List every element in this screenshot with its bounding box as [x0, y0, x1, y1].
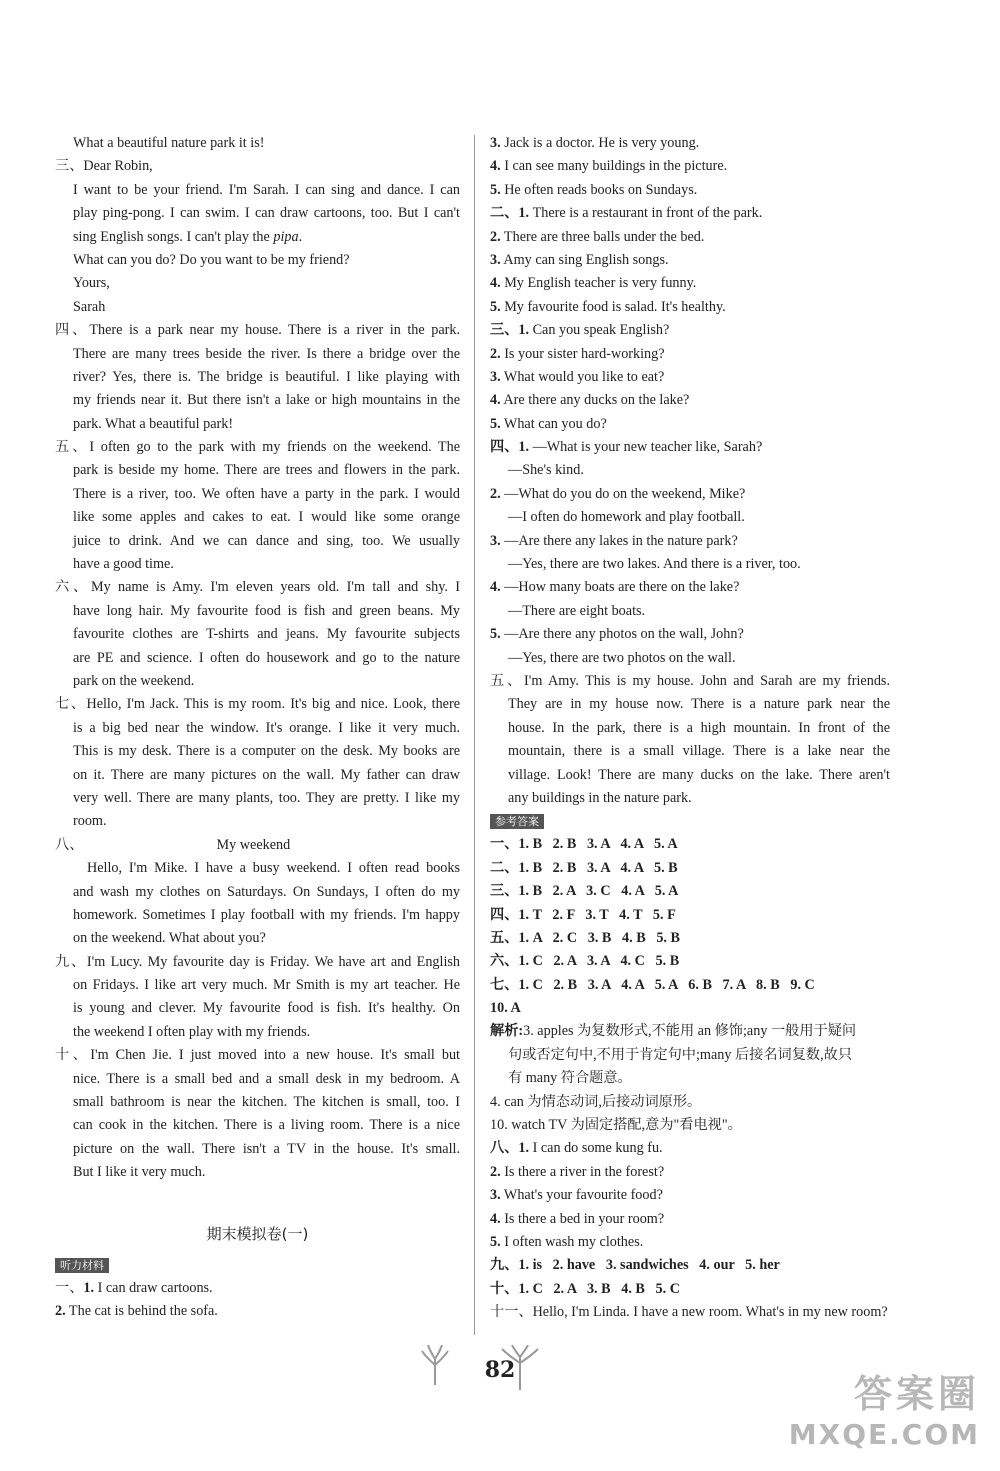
text-fragment: There is a restaurant in front of the park.: [529, 205, 763, 222]
watermark: [789, 1363, 980, 1451]
text-line: homework. Sometimes I play football with my friends. I'm happy: [73, 906, 460, 923]
answers-tag-row: [490, 810, 890, 833]
item-number: 2.: [55, 1303, 66, 1320]
text-line: [490, 413, 890, 436]
section-7-text: 七、Hello, I'm Jack. This is my room. It's big and nice. Look, there: [55, 696, 460, 713]
explanation-line: 10. watch TV 为固定搭配,意为"看电视"。: [490, 1117, 742, 1134]
text-fragment: Is there a bed in your room?: [500, 1210, 665, 1227]
text-line: is a big bed near the window. It's orange. I like it very much.: [73, 719, 460, 736]
text-line: [490, 436, 890, 459]
text-line: have long hair. My favourite food is fish and green beans. My: [73, 602, 460, 619]
text-line: [490, 296, 890, 319]
text-line: [490, 576, 890, 599]
item-number: 3.: [490, 368, 501, 385]
listening-material-tag: 听力材料: [55, 1258, 109, 1273]
text-line: very well. There are many plants, too. They are pretty. I like my: [73, 789, 460, 806]
text-line: room.: [73, 813, 107, 830]
text-fragment: What's your favourite food?: [500, 1187, 663, 1204]
item-number: 四、1.: [490, 439, 530, 456]
text-line: are PE and science. I often do housework and go to the nature: [73, 649, 460, 666]
text-line: village. Look! There are many ducks on the lake. There aren't: [508, 766, 890, 783]
text-fragment: I often wash my clothes.: [500, 1233, 644, 1250]
text-fragment: What can you do?: [500, 415, 607, 432]
item-number: 八、1.: [490, 1140, 530, 1157]
text-line: [490, 249, 890, 272]
page-number: 82: [484, 1357, 516, 1383]
text-line: [490, 483, 890, 506]
text-line: [490, 530, 890, 553]
explanation-line: 4. can 为情态动词,后接动词原形。: [490, 1093, 702, 1110]
text-line: river? Yes, there is. The bridge is beautiful. I like playing with: [73, 368, 460, 385]
text-line: —Yes, there are two photos on the wall.: [508, 649, 736, 666]
text-fragment: Jack is a doctor. He is very young.: [500, 135, 700, 151]
text-line: [490, 1161, 890, 1184]
answer-line: 十、1. C 2. A 3. B 4. B 5. C: [490, 1280, 680, 1297]
text-line: Yours,: [73, 275, 110, 292]
text-line: on Fridays. I like art very much. Mr Smith is my art teacher. He: [73, 977, 460, 994]
text-line: [490, 1231, 890, 1254]
text-line: [490, 272, 890, 295]
text-line: —I often do homework and play football.: [508, 509, 745, 526]
text-line: [490, 1184, 890, 1207]
text-fragment: Amy can sing English songs.: [500, 251, 669, 268]
text-line: can cook in the kitchen. There is a living room. There is a nice: [73, 1117, 460, 1134]
text-fragment: Is there a river in the forest?: [500, 1163, 665, 1180]
section-5-text: 五、I'm Amy. This is my house. John and Sarah are my friends.: [490, 672, 890, 689]
answer-line: 六、1. C 2. A 3. A 4. C 5. B: [490, 953, 680, 970]
text-line: This is my desk. There is a computer on the desk. My books are: [73, 743, 460, 760]
text-line: Sarah: [73, 298, 106, 315]
plant-decoration-icon: [500, 1345, 540, 1398]
text-fragment: —What is your new teacher like, Sarah?: [529, 439, 763, 456]
section-6-text: 六、My name is Amy. I'm eleven years old. I'm tall and shy. I: [55, 579, 460, 596]
text-line: my friends near it. But there isn't a lake or high mountains in the: [73, 392, 460, 409]
answer-line: 二、1. B 2. B 3. A 4. A 5. B: [490, 859, 678, 876]
text-fragment: My favourite food is salad. It's healthy.: [500, 298, 726, 315]
text-fragment: Can you speak English?: [529, 322, 670, 339]
text-line: any buildings in the nature park.: [508, 789, 692, 806]
column-divider: [474, 135, 475, 1335]
item-number: 二、1.: [490, 205, 530, 222]
spacer: [55, 1185, 460, 1223]
text-fragment: What would you like to eat?: [500, 368, 665, 385]
text-line: park is beside my home. There are trees and flowers in the park.: [73, 462, 460, 479]
text-fragment: —Are there any lakes in the nature park?: [500, 532, 738, 549]
section-number: 八、: [55, 836, 84, 853]
text-line: What a beautiful nature park it is!: [73, 135, 265, 151]
text-line: is young and clever. My favourite food is fish. It's healthy. On: [73, 1000, 460, 1017]
item-number: 4.: [490, 579, 501, 596]
text-line: the weekend I often play with my friends.: [73, 1023, 311, 1040]
section-9-text: 九、I'm Lucy. My favourite day is Friday. We have art and English: [55, 953, 460, 970]
text-line: I want to be your friend. I'm Sarah. I can sing and dance. I can: [73, 181, 460, 198]
text-line: like some apples and cakes to eat. I would like some orange: [73, 509, 460, 526]
item-number: 3.: [490, 251, 501, 268]
item-number: 2.: [490, 228, 501, 245]
text-fragment: There are three balls under the bed.: [500, 228, 705, 245]
item-number: 4.: [490, 275, 501, 292]
watermark-url: MXQE.COM: [788, 1418, 980, 1451]
text-fragment: The cat is behind the sofa.: [65, 1303, 218, 1320]
answer-line: 七、1. C 2. B 3. A 4. A 5. A 6. B 7. A 8. B 9. C: [490, 976, 815, 993]
item-number: 5.: [490, 415, 501, 432]
answer-line: 四、1. T 2. F 3. T 4. T 5. F: [490, 906, 676, 923]
explanation-line: [490, 1020, 890, 1043]
item-number: 3.: [490, 532, 501, 549]
text-line: and wash my clothes on Saturdays. On Sundays, I often do my: [73, 883, 460, 900]
text-fragment: Are there any ducks on the lake?: [500, 392, 690, 409]
text-fragment: My English teacher is very funny.: [500, 275, 697, 292]
text-line: [490, 179, 890, 202]
text-line: —There are eight boats.: [508, 602, 646, 619]
text-line: 十一、Hello, I'm Linda. I have a new room. What's in my new room?: [490, 1304, 888, 1321]
reference-answers-tag: 参考答案: [490, 814, 544, 829]
text-line: [490, 202, 890, 225]
answer-line: 九、1. is 2. have 3. sandwiches 4. our 5. her: [490, 1257, 780, 1274]
section-3-heading: 三、Dear Robin,: [55, 158, 153, 175]
text-line: small bathroom is near the kitchen. The kitchen is small, too. I: [73, 1094, 460, 1111]
watermark-title: 答案圈: [853, 1372, 980, 1416]
explanation-label: 解析:: [490, 1023, 524, 1040]
essay-title: My weekend: [216, 836, 291, 853]
section-8-heading: [55, 834, 460, 857]
explanation-line: 句或否定句中,不用于肯定句中;many 后接名词复数,故只: [508, 1046, 853, 1063]
text-line: [490, 623, 890, 646]
text-line: —Yes, there are two lakes. And there is a river, too.: [508, 556, 801, 573]
item-number: 5.: [490, 1233, 501, 1250]
text-fragment: I can draw cartoons.: [94, 1279, 213, 1296]
item-number: 5.: [490, 298, 501, 315]
text-fragment: —Are there any photos on the wall, John?: [500, 626, 744, 643]
text-line: have a good time.: [73, 556, 174, 573]
text-line: They are in my house now. There is a nature park near the: [508, 696, 890, 713]
text-line: [55, 1300, 460, 1323]
text-line: [490, 155, 890, 178]
text-line: park on the weekend.: [73, 672, 195, 689]
text-line: What can you do? Do you want to be my friend?: [73, 251, 350, 268]
text-line: Hello, I'm Mike. I have a busy weekend. I often read books: [87, 860, 460, 877]
text-line: mountain, there is a small village. There is a lake near the: [508, 743, 890, 760]
exam-title: 期末模拟卷(一): [206, 1224, 309, 1243]
item-number: 5.: [490, 626, 501, 643]
section-4-text: 四、There is a park near my house. There is a river in the park.: [55, 322, 460, 339]
answer-line: 三、1. B 2. A 3. C 4. A 5. A: [490, 883, 679, 900]
text-line: [490, 319, 890, 342]
text-line: There is a river, too. We often have a party in the park. I would: [73, 485, 460, 502]
explanation-line: 有 many 符合题意。: [508, 1070, 632, 1087]
text-fragment: Is your sister hard-working?: [500, 345, 665, 362]
text-line: [55, 226, 460, 249]
text-line: favourite clothes are T-shirts and jeans. My favourite subjects: [73, 626, 460, 643]
text-line: But I like it very much.: [73, 1164, 206, 1181]
text-fragment: 3. apples 为复数形式,不能用 an 修饰;any 一般用于疑问: [523, 1023, 857, 1040]
item-number: 2.: [490, 345, 501, 362]
right-column: [490, 132, 890, 1325]
item-number: 4.: [490, 1210, 501, 1227]
item-number: 4.: [490, 158, 501, 175]
text-fragment: —What do you do on the weekend, Mike?: [500, 485, 746, 502]
italic-word: pipa: [273, 228, 299, 245]
item-number: 3.: [490, 135, 501, 151]
text-fragment: I can do some kung fu.: [529, 1140, 663, 1157]
text-fragment: sing English songs. I can't play the: [73, 228, 274, 245]
text-fragment: I can see many buildings in the picture.: [500, 158, 728, 175]
section-5-text: 五、I often go to the park with my friends on the weekend. The: [55, 439, 460, 456]
section-10-text: 十、I'm Chen Jie. I just moved into a new house. It's small but: [55, 1047, 460, 1064]
answer-line: 10. A: [490, 1000, 521, 1017]
answer-line: 一、1. B 2. B 3. A 4. A 5. A: [490, 836, 678, 853]
item-number: 三、1.: [490, 322, 530, 339]
left-column: [55, 132, 460, 1324]
section-number: 一、: [55, 1279, 84, 1296]
text-line: nice. There is a small bed and a small desk in my bedroom. A: [73, 1070, 460, 1087]
text-line: [490, 1137, 890, 1160]
answer-line: 五、1. A 2. C 3. B 4. B 5. B: [490, 929, 680, 946]
listening-tag-row: [55, 1254, 460, 1277]
text-fragment: .: [298, 228, 303, 245]
text-line: house. In the park, there is a high mountain. In front of the: [508, 719, 890, 736]
text-line: play ping-pong. I can swim. I can draw cartoons, too. But I can't: [73, 205, 460, 222]
text-fragment: He often reads books on Sundays.: [500, 181, 698, 198]
spacer: [55, 1246, 460, 1254]
item-number: 1.: [83, 1279, 95, 1296]
item-number: 5.: [490, 181, 501, 198]
text-line: picture on the wall. There isn't a TV in the house. It's small.: [73, 1140, 460, 1157]
text-line: —She's kind.: [508, 462, 584, 479]
text-line: [490, 226, 890, 249]
text-line: on it. There are many pictures on the wall. My father can draw: [73, 766, 460, 783]
text-line: There are many trees beside the river. Is there a bridge over the: [73, 345, 460, 362]
text-line: park. What a beautiful park!: [73, 415, 234, 432]
text-line: [490, 389, 890, 412]
item-number: 4.: [490, 392, 501, 409]
text-fragment: —How many boats are there on the lake?: [500, 579, 740, 596]
text-line: [490, 132, 890, 155]
text-line: [490, 366, 890, 389]
text-line: [55, 1277, 460, 1300]
text-line: [490, 1208, 890, 1231]
item-number: 2.: [490, 1163, 501, 1180]
item-number: 2.: [490, 485, 501, 502]
item-number: 3.: [490, 1187, 501, 1204]
text-line: [490, 343, 890, 366]
text-line: juice to drink. And we can dance and sing, too. We usually: [73, 532, 460, 549]
text-line: on the weekend. What about you?: [73, 930, 266, 947]
